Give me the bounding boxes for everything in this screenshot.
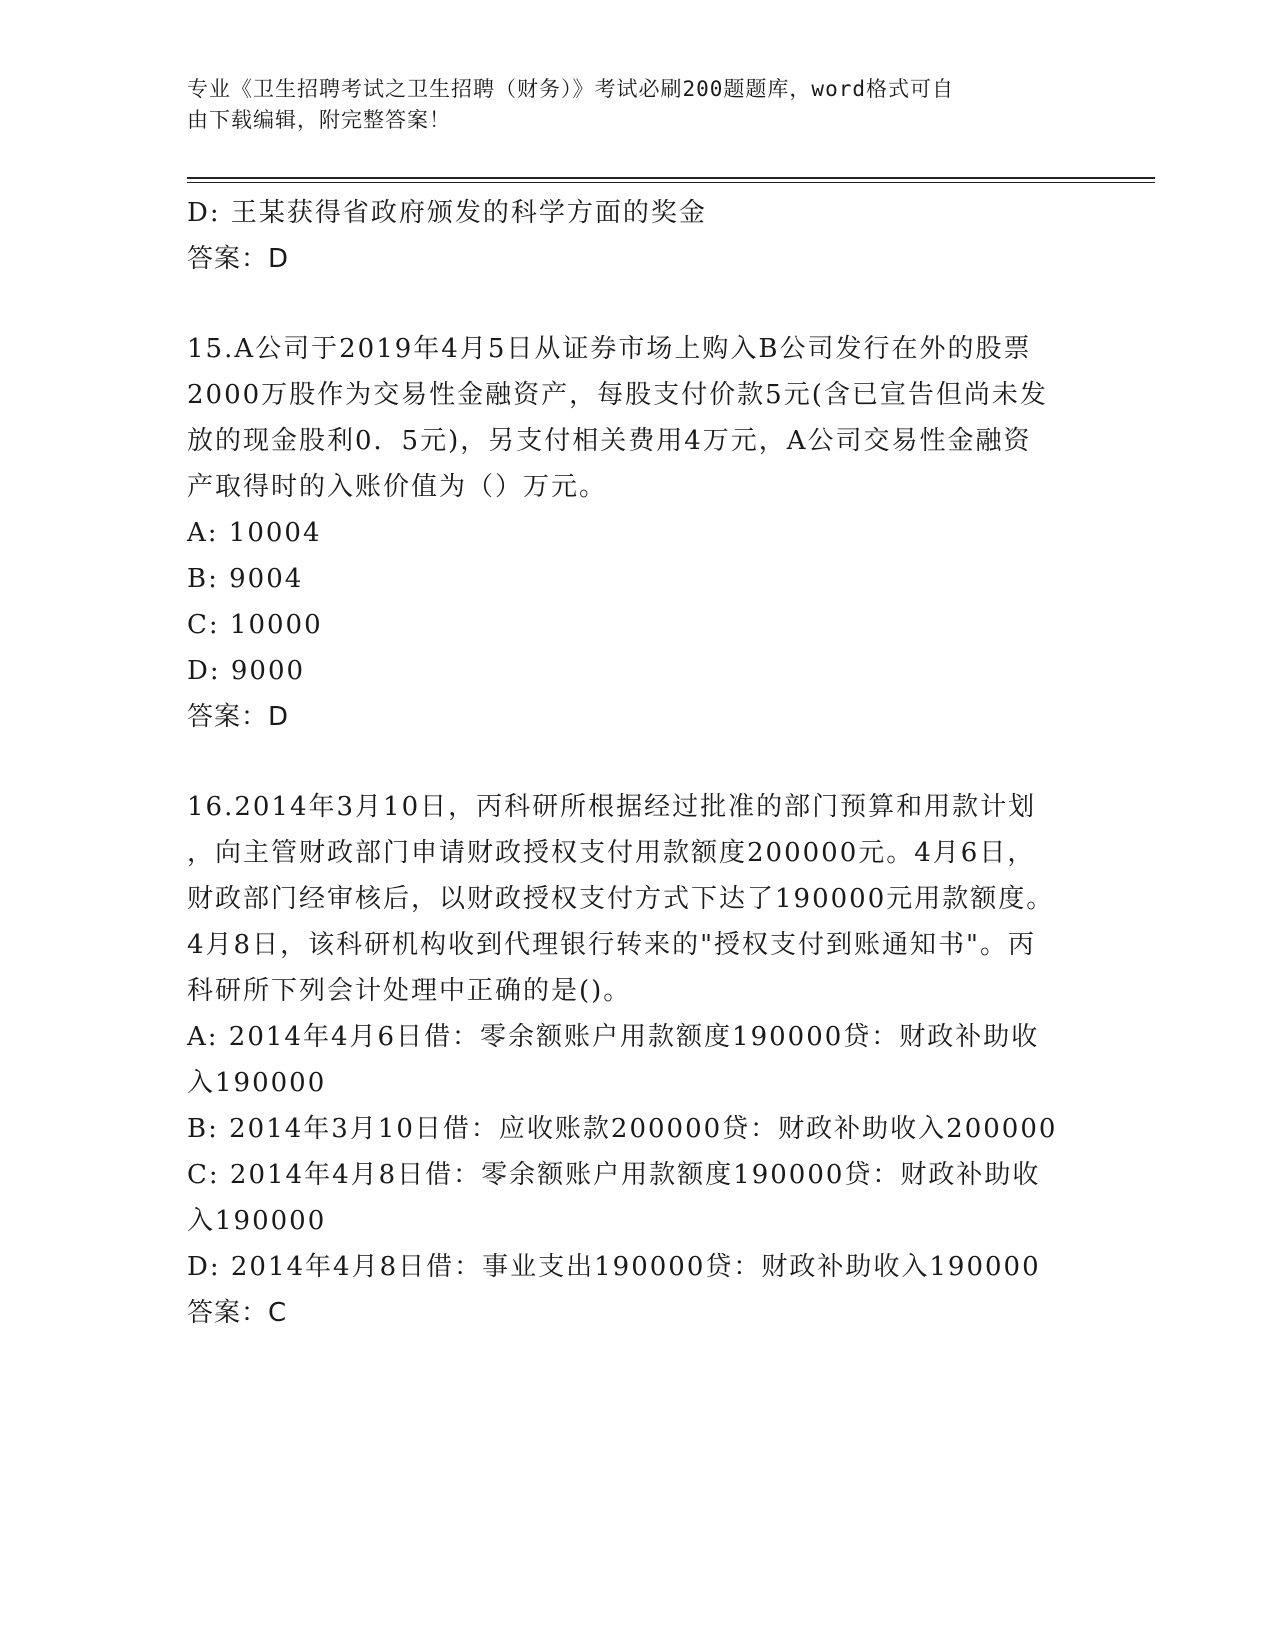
option-d: D: 9000 [187, 656, 306, 686]
question-15 [187, 326, 1087, 740]
spacer [187, 282, 1087, 326]
answer-line: 答案：C [187, 1298, 288, 1328]
document-header [187, 74, 1067, 136]
question-stem-line: ，向主管财政部门申请财政授权支付用款额度200000元。4月6日， [187, 838, 1036, 868]
header-line-1: 专业《卫生招聘考试之卫生招聘（财务）》考试必刷200题题库，word格式可自 [187, 77, 954, 101]
option-a: A: 2014年4月6日借：零余额账户用款额度190000贷：财政补助收 [187, 1022, 1040, 1052]
option-c: C: 2014年4月8日借：零余额账户用款额度190000贷：财政补助收 [187, 1160, 1041, 1190]
document-body [187, 190, 1087, 1336]
question-16 [187, 784, 1087, 1336]
question-stem-line: 财政部门经审核后，以财政授权支付方式下达了190000元用款额度。 [187, 884, 1055, 914]
header-divider-thin [187, 182, 1155, 183]
option-d: D: 2014年4月8日借：事业支出190000贷：财政补助收入190000 [187, 1252, 1041, 1282]
header-divider-thick [187, 177, 1155, 179]
question-stem-line: 4月8日，该科研机构收到代理银行转来的"授权支付到账通知书"。丙 [187, 930, 1037, 960]
answer-line: 答案：D [187, 702, 290, 732]
option-b: B: 9004 [187, 564, 304, 594]
question-stem-line: 16.2014年3月10日，丙科研所根据经过批准的部门预算和用款计划 [187, 792, 1037, 822]
answer-line: 答案：D [187, 244, 290, 274]
option-d: D: 王某获得省政府颁发的科学方面的奖金 [187, 198, 707, 228]
option-c: C: 10000 [187, 610, 323, 640]
question-stem-line: 产取得时的入账价值为（）万元。 [187, 472, 608, 502]
option-c-continued: 入190000 [187, 1206, 327, 1236]
spacer [187, 740, 1087, 784]
question-stem-line: 15.A公司于2019年4月5日从证券市场上购入B公司发行在外的股票 [187, 334, 1032, 364]
question-stem-line: 放的现金股利0．5元)，另支付相关费用4万元，A公司交易性金融资 [187, 426, 1032, 456]
header-line-2: 由下载编辑，附完整答案！ [187, 108, 451, 132]
option-b: B: 2014年3月10日借：应收账款200000贷：财政补助收入200000 [187, 1114, 1058, 1144]
option-a: A: 10004 [187, 518, 322, 548]
question-stem-line: 科研所下列会计处理中正确的是()。 [187, 976, 632, 1006]
previous-question-tail [187, 190, 1087, 282]
option-a-continued: 入190000 [187, 1068, 327, 1098]
question-stem-line: 2000万股作为交易性金融资产，每股支付价款5元(含已宣告但尚未发 [187, 380, 1048, 410]
